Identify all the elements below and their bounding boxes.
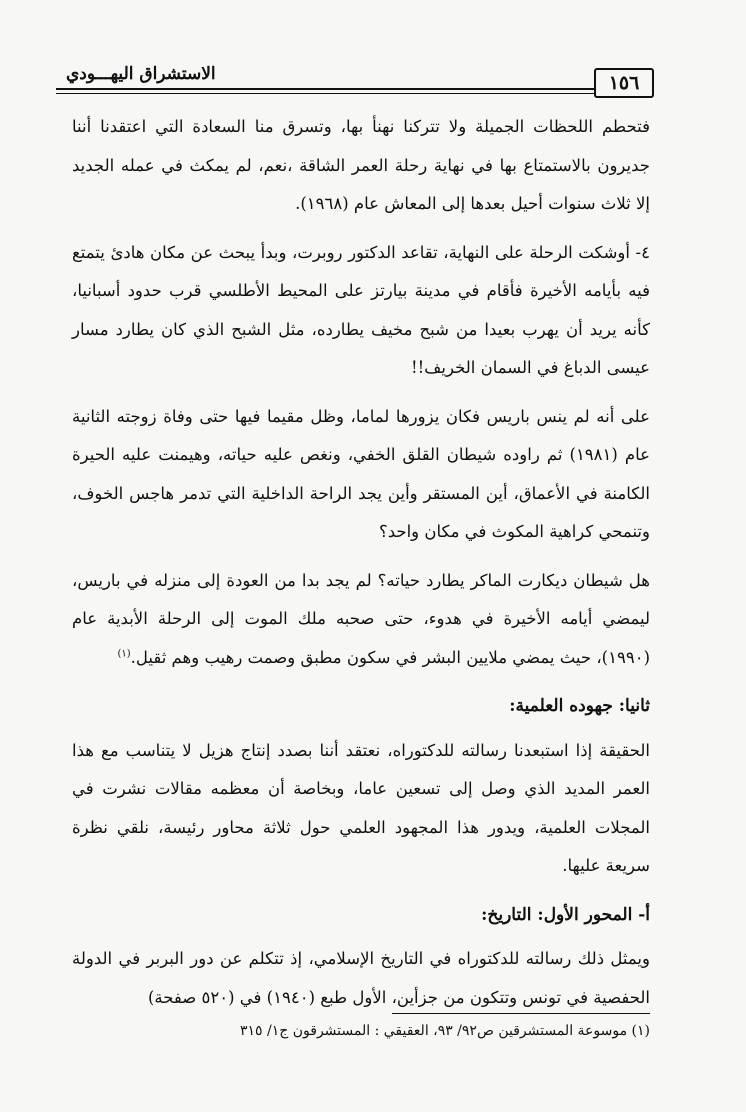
body-text [72,108,650,1027]
paragraph-6: ويمثل ذلك رسالته للدكتوراه في التاريخ الإسلامي، إذ تتكلم عن دور البربر في الدولة الحفصية في تونس وتتكون من جزأين، الأول طبع (١٩٤٠) في (٥٢٠ صفحة) [72,949,650,1007]
page-number: ١٥٦ [594,68,654,98]
footnote: (١) موسوعة المستشرقين ص٩٢/ ٩٣، العقيقي : المستشرقون ج١/ ٣١٥ [239,1023,650,1039]
page-header [56,62,654,102]
paragraph-4 [72,562,650,678]
paragraph-2: ٤- أوشكت الرحلة على النهاية، تقاعد الدكتور روبرت، وبدأ يبحث عن مكان هادئ يتمتع فيه بأيامه الأخيرة فأقام في مدينة بيارتز على المحيط الأطلسي قرب حدود أسبانيا، كأنه يريد أن يهرب بعيدا من شبح مخيف يطارده، مثل الشبح الذي كان يطارد مسار عيسى الدباغ في السمان الخريف!! [72,242,650,377]
paragraph-4-text: هل شيطان ديكارت الماكر يطارد حياته؟ لم يجد بدا من العودة إلى منزله في باريس، ليمضي أيامه الأخيرة في هدوء، حتى صحبه ملك الموت إلى الرحلة الأبدية عام (١٩٩٠)، حيث يمضي ملايين البشر في سكون مطبق وصمت رهيب وهم ثقيل. [72,570,650,667]
section-heading-efforts: ثانيا: جهوده العلمية: [509,696,650,716]
footnote-rule [392,1013,650,1014]
footnote-marker: (١) [117,648,131,659]
running-title: الاستشراق اليهـــودي [60,64,222,84]
paragraph-5: الحقيقة إذا استبعدنا رسالته للدكتوراه، نعتقد أننا بصدد إنتاج هزيل لا يتناسب مع هذا العمر المديد الذي وصل إلى تسعين عاما، وبخاصة أن معظمه مقالات نشرت في المجلات العلمية، ويدور هذا المجهود العلمي حول ثلاثة محاور رئيسة، نلقي نظرة سريعة عليها. [72,740,650,875]
header-rule [56,88,602,90]
paragraph-3: على أنه لم ينس باريس فكان يزورها لماما، وظل مقيما فيها حتى وفاة زوجته الثانية عام (١٩٨١) ثم راوده شيطان القلق الخفي، ونغص عليه حياته، وهيمنت عليه الحيرة الكامنة في الأعماق، أين المستقر وأين يجد الراحة الداخلية التي تدمر هاجس الخوف، وتنمحي كراهية المكوث في مكان واحد؟ [72,406,650,541]
subsection-heading-history: أ- المحور الأول: التاريخ: [481,904,650,925]
header-rule-thin [56,93,602,94]
paragraph-1: فتحطم اللحظات الجميلة ولا تتركنا نهنأ بها، وتسرق منا السعادة التي اعتقدنا أننا جديرون بالاستمتاع بها في نهاية رحلة العمر الشاقة ،نعم، لم يمكث في عمله الجديد إلا ثلاث سنوات أحيل بعدها إلى المعاش عام (١٩٦٨). [72,117,650,213]
